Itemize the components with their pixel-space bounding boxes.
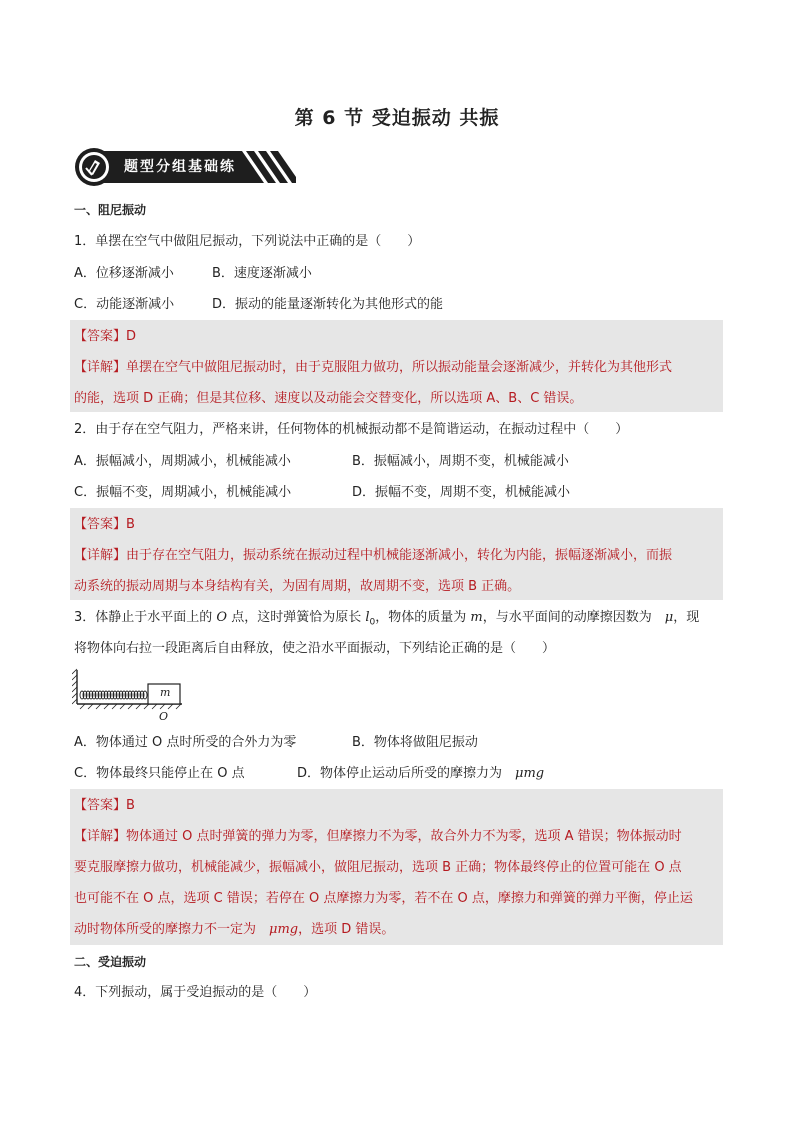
question-2-stem: 2．由于存在空气阻力，严格来讲，任何物体的机械振动都不是简谐运动，在振动过程中（ ） [74,422,629,437]
answer-value: B [126,517,135,532]
formula-mumg: μmg [269,922,299,937]
detail-text: 物体通过 O 点时弹簧的弹力为零，但摩擦力不为零，故合外力不为零，选项 A 错误；物体振动时 [126,829,682,844]
q2-option-c: C．振幅不变，周期减小，机械能减小 [74,485,292,500]
q3-detail-line-4 [74,921,394,939]
q3-option-a: A．物体通过 O 点时所受的合外力为零 [74,735,297,750]
question-1-stem: 1．单摆在空气中做阻尼振动，下列说法中正确的是（ ） [74,234,421,249]
stem-text: ，现 [673,610,700,625]
stem-text: ，物体的质量为 [375,610,471,625]
q3-option-d [297,765,544,783]
q3-detail-line-2: 要克服摩擦力做功，机械能减少，振幅减小，做阻尼振动，选项 B 正确；物体最终停止的位置可能在 O 点 [74,860,682,875]
q3-option-c: C．物体最终只能停止在 O 点 [74,766,245,781]
q2-option-a: A．振幅减小，周期减小，机械能减小 [74,454,291,469]
stem-text: 3．体静止于水平面上的 [74,610,217,625]
q1-option-a: A．位移逐渐减小 [74,266,174,281]
stem-text: 点，这时弹簧恰为原长 [227,610,366,625]
q3-detail-line-3: 也可能不在 O 点，选项 C 错误；若停在 O 点摩擦力为零，若不在 O 点，摩擦力和弹簧的弹力平衡，停止运 [74,891,693,906]
q1-option-d: D．振动的能量逐渐转化为其他形式的能 [212,297,444,312]
q1-option-c: C．动能逐渐减小 [74,297,175,312]
page-title: 第 6 节 受迫振动 共振 [294,107,500,129]
q1-detail-line-2: 的能，选项 D 正确；但是其位移、速度以及动能会交替变化，所以选项 A、B、C 错误。 [74,391,583,406]
detail-text: 动时物体所受的摩擦力不一定为 [74,922,270,937]
option-text: D．物体停止运动后所受的摩擦力为 [297,766,516,781]
answer-value: D [126,329,137,344]
q1-detail-line-1 [74,359,672,377]
var-l-subscript: 0 [369,617,376,628]
q3-detail-line-1 [74,828,682,846]
book-icon [83,156,105,178]
section-banner [74,147,296,187]
block-label: m [160,686,171,699]
q2-option-d: D．振幅不变，周期不变，机械能减小 [352,485,571,500]
origin-label: O [159,710,169,723]
q1-answer [74,328,136,346]
q2-option-b: B．振幅减小，周期不变，机械能减小 [352,454,569,469]
question-3-stem-line-1 [74,609,699,632]
answer-value: B [126,798,135,813]
stem-text: ，与水平面间的动摩擦因数为 [482,610,665,625]
var-mu: μ [664,610,674,625]
q2-answer [74,516,135,534]
detail-label: 【详解】 [74,360,127,375]
spring-block-diagram [72,668,184,724]
section-heading-1: 一、阻尼振动 [74,203,147,217]
question-4-stem: 4．下列振动，属于受迫振动的是（ ） [74,985,317,1000]
var-l: l [365,610,370,625]
var-o: O [216,610,228,625]
answer-label: 【答案】 [74,798,127,813]
q3-option-b: B．物体将做阻尼振动 [352,735,478,750]
question-3-stem-line-2: 将物体向右拉一段距离后自由释放，使之沿水平面振动，下列结论正确的是（ ） [74,641,556,656]
q2-detail-line-1 [74,547,672,565]
detail-text: 单摆在空气中做阻尼振动时，由于克服阻力做功，所以振动能量会逐渐减少，并转化为其他形式 [126,360,673,375]
detail-label: 【详解】 [74,829,127,844]
formula-mumg: μmg [515,766,545,781]
answer-label: 【答案】 [74,517,127,532]
section-heading-2: 二、受迫振动 [74,955,147,969]
q3-answer [74,797,135,815]
q1-option-b: B．速度逐渐减小 [212,266,312,281]
detail-text: 由于存在空气阻力，振动系统在振动过程中机械能逐渐减小，转化为内能，振幅逐渐减小，而振 [126,548,673,563]
q2-detail-line-2: 动系统的振动周期与本身结构有关，为固有周期，故周期不变，选项 B 正确。 [74,579,521,594]
banner-label: 题型分组基础练 [124,159,236,175]
detail-text: ，选项 D 错误。 [298,922,395,937]
detail-label: 【详解】 [74,548,127,563]
answer-label: 【答案】 [74,329,127,344]
var-m: m [470,610,483,625]
